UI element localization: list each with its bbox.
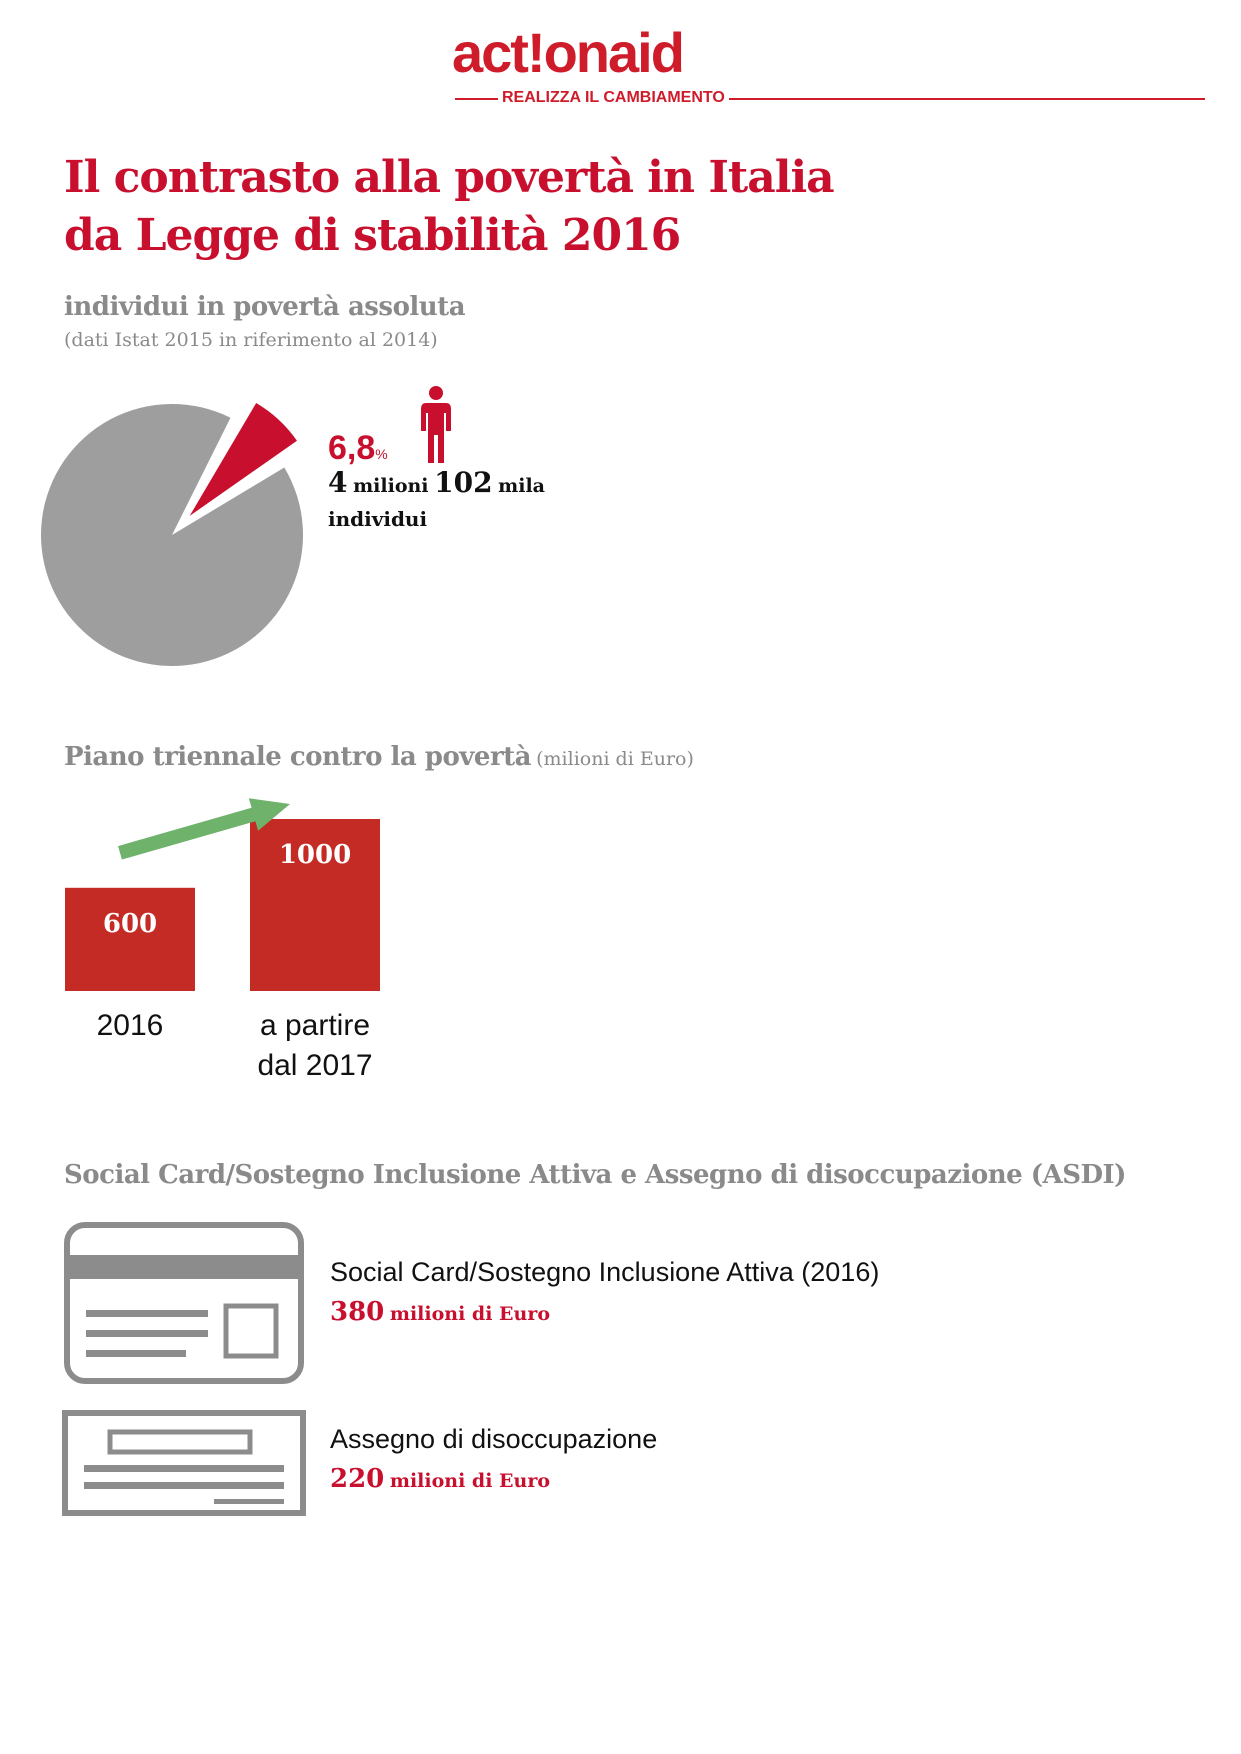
bar-category-label-2-line2: dal 2017 — [257, 1049, 373, 1082]
poverty-subheading: (dati Istat 2015 in riferimento al 2014) — [64, 329, 438, 351]
people-label: individui — [328, 507, 428, 531]
social-card-amount — [330, 1295, 550, 1332]
count-millions: 4 — [328, 466, 348, 499]
poverty-percent-value: 6,8 — [328, 429, 376, 467]
plan-heading: Piano triennale contro la povertà — [64, 742, 532, 772]
bar-category-label-1: 2016 — [96, 1009, 164, 1042]
asdi-amount — [330, 1462, 550, 1499]
bar-1 — [65, 888, 195, 991]
asdi-amount-value: 220 — [330, 1464, 385, 1494]
social-card-amount-unit: milioni di Euro — [389, 1303, 551, 1325]
thousands-label: mila — [498, 475, 545, 497]
poverty-count — [328, 463, 545, 507]
count-thousands: 102 — [434, 466, 493, 499]
support-heading: Social Card/Sostegno Inclusione Attiva e Assegno di disoccupazione (ASDI) — [64, 1160, 1126, 1190]
plan-heading-row — [64, 740, 694, 774]
bar-value-label-1: 600 — [102, 908, 158, 939]
social-card-amount-value: 380 — [330, 1297, 385, 1327]
page-title-line-2: da Legge di stabilità 2016 — [64, 210, 681, 261]
millions-label: milioni — [353, 475, 429, 497]
actionaid-logo: act!onaid — [452, 21, 683, 84]
plan-unit-note: (milioni di Euro) — [536, 748, 694, 770]
poverty-heading: individui in povertà assoluta — [64, 292, 466, 322]
social-card-title: Social Card/Sostegno Inclusione Attiva (2016) — [330, 1257, 880, 1287]
bar-value-label-2: 1000 — [278, 840, 352, 870]
asdi-amount-unit: milioni di Euro — [389, 1470, 551, 1492]
credit-card-icon — [64, 1222, 304, 1384]
tagline: REALIZZA IL CAMBIAMENTO — [498, 86, 729, 110]
poverty-percent-unit: % — [375, 446, 388, 462]
asdi-title: Assegno di disoccupazione — [330, 1424, 658, 1454]
plan-bar-chart — [50, 795, 490, 1095]
bar-category-label-2: a partire — [259, 1009, 371, 1042]
document-check-icon — [62, 1410, 306, 1516]
poverty-pie-chart — [30, 380, 330, 680]
person-icon — [418, 385, 454, 465]
page-title-line-1: Il contrasto alla povertà in Italia — [64, 152, 834, 203]
